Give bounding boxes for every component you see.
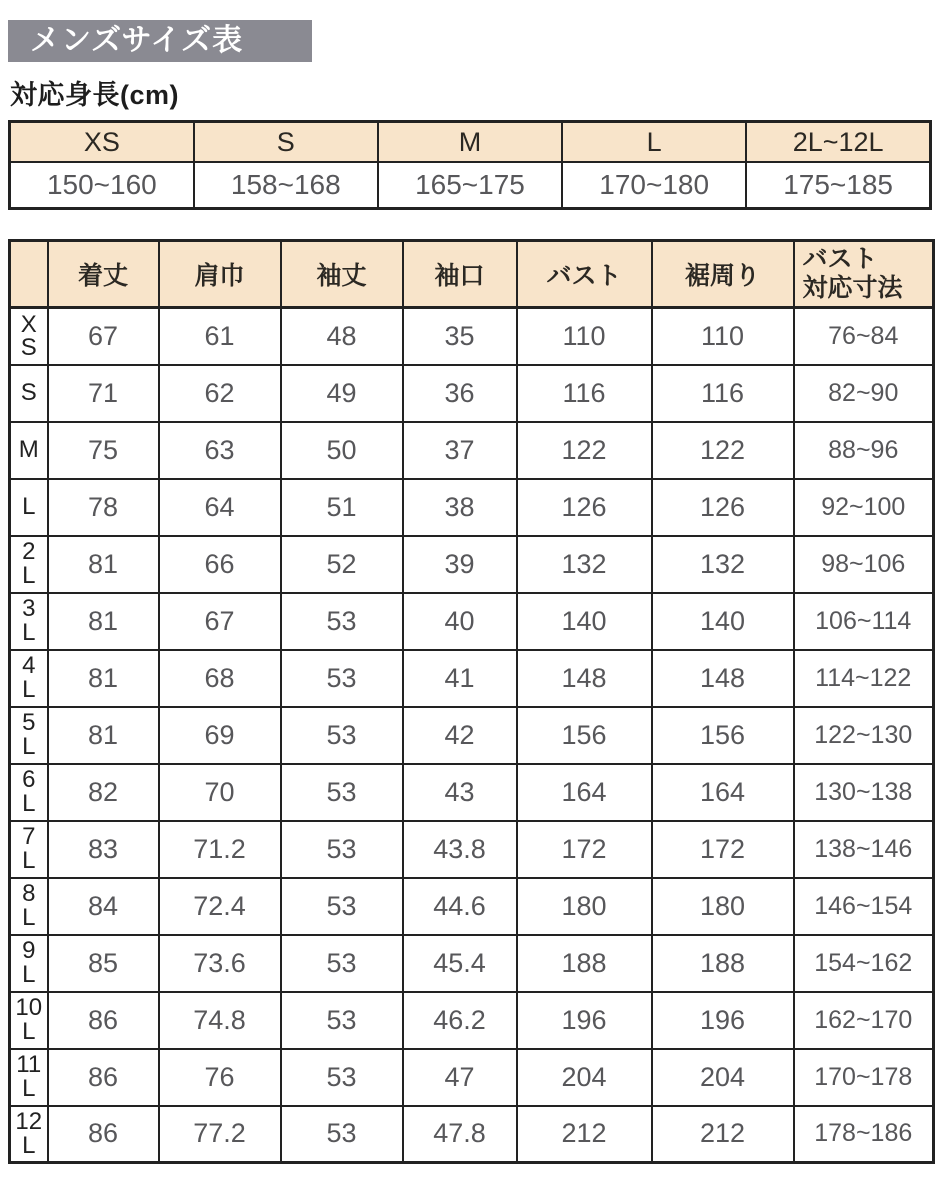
spec-cell-katahaba: 68 xyxy=(159,650,281,707)
spec-cell-sodetake: 50 xyxy=(281,422,403,479)
table-row xyxy=(10,650,934,707)
height-range-cell: 165~175 xyxy=(378,162,562,209)
spec-cell-hem: 212 xyxy=(652,1106,794,1163)
size-label: 7 L xyxy=(10,821,48,878)
size-label: 10 L xyxy=(10,992,48,1049)
spec-cell-bust: 164 xyxy=(517,764,652,821)
table-row xyxy=(10,821,934,878)
table-row xyxy=(10,1106,934,1163)
table-row xyxy=(10,992,934,1049)
spec-cell-sodeguchi: 36 xyxy=(403,365,517,422)
spec-cell-sodeguchi: 47 xyxy=(403,1049,517,1106)
spec-column-header: バスト xyxy=(517,241,652,308)
size-label: 3 L xyxy=(10,593,48,650)
spec-cell-bust: 110 xyxy=(517,308,652,365)
spec-cell-kitake: 84 xyxy=(48,878,159,935)
size-label: 12 L xyxy=(10,1106,48,1163)
table-row xyxy=(10,935,934,992)
spec-cell-hem: 180 xyxy=(652,878,794,935)
spec-cell-sodetake: 53 xyxy=(281,1106,403,1163)
spec-cell-bust: 140 xyxy=(517,593,652,650)
spec-cell-sodeguchi: 38 xyxy=(403,479,517,536)
spec-cell-bust-range: 76~84 xyxy=(794,308,934,365)
page-title: メンズサイズ表 xyxy=(8,20,312,62)
spec-cell-bust: 212 xyxy=(517,1106,652,1163)
spec-cell-kitake: 71 xyxy=(48,365,159,422)
table-row xyxy=(10,878,934,935)
table-row xyxy=(10,593,934,650)
spec-cell-hem: 148 xyxy=(652,650,794,707)
spec-cell-sodetake: 53 xyxy=(281,764,403,821)
spec-cell-kitake: 81 xyxy=(48,536,159,593)
spec-cell-katahaba: 73.6 xyxy=(159,935,281,992)
spec-cell-sodetake: 53 xyxy=(281,650,403,707)
spec-cell-bust: 126 xyxy=(517,479,652,536)
height-section-title: 対応身長(cm) xyxy=(10,80,180,110)
spec-cell-bust: 172 xyxy=(517,821,652,878)
spec-cell-sodeguchi: 47.8 xyxy=(403,1106,517,1163)
spec-cell-bust: 116 xyxy=(517,365,652,422)
spec-cell-bust-range: 138~146 xyxy=(794,821,934,878)
spec-cell-katahaba: 61 xyxy=(159,308,281,365)
spec-cell-bust-range: 178~186 xyxy=(794,1106,934,1163)
spec-cell-bust-range: 146~154 xyxy=(794,878,934,935)
height-range-cell: 158~168 xyxy=(194,162,378,209)
spec-cell-sodetake: 48 xyxy=(281,308,403,365)
spec-cell-sodetake: 53 xyxy=(281,707,403,764)
spec-header-row xyxy=(10,241,934,308)
spec-cell-bust-range: 162~170 xyxy=(794,992,934,1049)
spec-cell-kitake: 81 xyxy=(48,650,159,707)
spec-cell-sodeguchi: 39 xyxy=(403,536,517,593)
spec-cell-bust: 204 xyxy=(517,1049,652,1106)
spec-cell-kitake: 82 xyxy=(48,764,159,821)
spec-column-header: バスト 対応寸法 xyxy=(794,241,934,308)
height-table xyxy=(8,120,932,210)
spec-cell-kitake: 85 xyxy=(48,935,159,992)
spec-cell-kitake: 83 xyxy=(48,821,159,878)
spec-cell-sodeguchi: 37 xyxy=(403,422,517,479)
spec-cell-kitake: 86 xyxy=(48,992,159,1049)
spec-cell-katahaba: 70 xyxy=(159,764,281,821)
spec-cell-katahaba: 77.2 xyxy=(159,1106,281,1163)
spec-cell-hem: 110 xyxy=(652,308,794,365)
size-label: X S xyxy=(10,308,48,365)
spec-cell-hem: 188 xyxy=(652,935,794,992)
spec-cell-sodetake: 51 xyxy=(281,479,403,536)
spec-cell-katahaba: 74.8 xyxy=(159,992,281,1049)
spec-cell-bust: 180 xyxy=(517,878,652,935)
spec-cell-bust-range: 98~106 xyxy=(794,536,934,593)
spec-cell-sodetake: 53 xyxy=(281,935,403,992)
size-label: 6 L xyxy=(10,764,48,821)
table-row xyxy=(10,1049,934,1106)
spec-cell-katahaba: 69 xyxy=(159,707,281,764)
spec-cell-bust-range: 122~130 xyxy=(794,707,934,764)
spec-cell-katahaba: 72.4 xyxy=(159,878,281,935)
size-label: S xyxy=(10,365,48,422)
spec-cell-sodetake: 53 xyxy=(281,992,403,1049)
size-spec-table xyxy=(8,239,935,1164)
spec-cell-bust-range: 154~162 xyxy=(794,935,934,992)
spec-cell-bust: 132 xyxy=(517,536,652,593)
spec-cell-kitake: 81 xyxy=(48,707,159,764)
spec-cell-bust-range: 170~178 xyxy=(794,1049,934,1106)
height-size-header: XS xyxy=(10,122,194,163)
table-row xyxy=(10,422,934,479)
height-table-header-row xyxy=(10,122,931,163)
height-size-header: M xyxy=(378,122,562,163)
spec-cell-sodeguchi: 41 xyxy=(403,650,517,707)
spec-cell-hem: 116 xyxy=(652,365,794,422)
spec-cell-sodeguchi: 40 xyxy=(403,593,517,650)
spec-cell-hem: 164 xyxy=(652,764,794,821)
height-range-cell: 170~180 xyxy=(562,162,746,209)
spec-cell-sodetake: 52 xyxy=(281,536,403,593)
spec-cell-sodeguchi: 42 xyxy=(403,707,517,764)
spec-cell-kitake: 81 xyxy=(48,593,159,650)
spec-cell-bust-range: 114~122 xyxy=(794,650,934,707)
table-row xyxy=(10,707,934,764)
table-row xyxy=(10,479,934,536)
spec-cell-sodetake: 53 xyxy=(281,1049,403,1106)
size-label: 11 L xyxy=(10,1049,48,1106)
size-label: L xyxy=(10,479,48,536)
spec-cell-bust: 156 xyxy=(517,707,652,764)
height-range-cell: 175~185 xyxy=(746,162,930,209)
spec-cell-katahaba: 71.2 xyxy=(159,821,281,878)
size-label: 5 L xyxy=(10,707,48,764)
spec-cell-sodeguchi: 35 xyxy=(403,308,517,365)
height-size-header: L xyxy=(562,122,746,163)
spec-cell-sodetake: 53 xyxy=(281,593,403,650)
size-label: 9 L xyxy=(10,935,48,992)
spec-column-header: 着丈 xyxy=(48,241,159,308)
spec-cell-bust: 148 xyxy=(517,650,652,707)
spec-cell-kitake: 75 xyxy=(48,422,159,479)
spec-cell-katahaba: 63 xyxy=(159,422,281,479)
spec-cell-bust-range: 106~114 xyxy=(794,593,934,650)
spec-cell-kitake: 86 xyxy=(48,1106,159,1163)
spec-column-header: 肩巾 xyxy=(159,241,281,308)
spec-cell-sodeguchi: 43 xyxy=(403,764,517,821)
table-row xyxy=(10,365,934,422)
spec-cell-sodetake: 53 xyxy=(281,878,403,935)
spec-cell-sodeguchi: 45.4 xyxy=(403,935,517,992)
spec-cell-katahaba: 64 xyxy=(159,479,281,536)
spec-cell-sodetake: 53 xyxy=(281,821,403,878)
spec-cell-sodeguchi: 44.6 xyxy=(403,878,517,935)
height-range-cell: 150~160 xyxy=(10,162,194,209)
spec-cell-bust-range: 88~96 xyxy=(794,422,934,479)
spec-cell-katahaba: 62 xyxy=(159,365,281,422)
height-size-header: 2L~12L xyxy=(746,122,930,163)
spec-cell-katahaba: 66 xyxy=(159,536,281,593)
spec-column-header: 袖口 xyxy=(403,241,517,308)
spec-cell-hem: 132 xyxy=(652,536,794,593)
spec-cell-bust-range: 82~90 xyxy=(794,365,934,422)
table-row xyxy=(10,764,934,821)
spec-cell-hem: 122 xyxy=(652,422,794,479)
size-label: 8 L xyxy=(10,878,48,935)
spec-cell-hem: 196 xyxy=(652,992,794,1049)
spec-cell-katahaba: 76 xyxy=(159,1049,281,1106)
table-row xyxy=(10,308,934,365)
spec-cell-katahaba: 67 xyxy=(159,593,281,650)
spec-cell-bust: 196 xyxy=(517,992,652,1049)
height-table-data-row xyxy=(10,162,931,209)
size-label: 2 L xyxy=(10,536,48,593)
spec-column-header: 裾周り xyxy=(652,241,794,308)
spec-cell-kitake: 67 xyxy=(48,308,159,365)
table-row xyxy=(10,536,934,593)
spec-cell-bust: 122 xyxy=(517,422,652,479)
spec-cell-hem: 140 xyxy=(652,593,794,650)
size-label: 4 L xyxy=(10,650,48,707)
spec-cell-kitake: 86 xyxy=(48,1049,159,1106)
spec-cell-kitake: 78 xyxy=(48,479,159,536)
spec-cell-sodeguchi: 43.8 xyxy=(403,821,517,878)
spec-cell-bust: 188 xyxy=(517,935,652,992)
size-label: M xyxy=(10,422,48,479)
spec-cell-hem: 204 xyxy=(652,1049,794,1106)
spec-cell-sodetake: 49 xyxy=(281,365,403,422)
spec-cell-hem: 126 xyxy=(652,479,794,536)
spec-cell-hem: 156 xyxy=(652,707,794,764)
spec-cell-sodeguchi: 46.2 xyxy=(403,992,517,1049)
height-size-header: S xyxy=(194,122,378,163)
spec-column-header: 袖丈 xyxy=(281,241,403,308)
spec-cell-hem: 172 xyxy=(652,821,794,878)
spec-column-header xyxy=(10,241,48,308)
spec-cell-bust-range: 130~138 xyxy=(794,764,934,821)
spec-cell-bust-range: 92~100 xyxy=(794,479,934,536)
